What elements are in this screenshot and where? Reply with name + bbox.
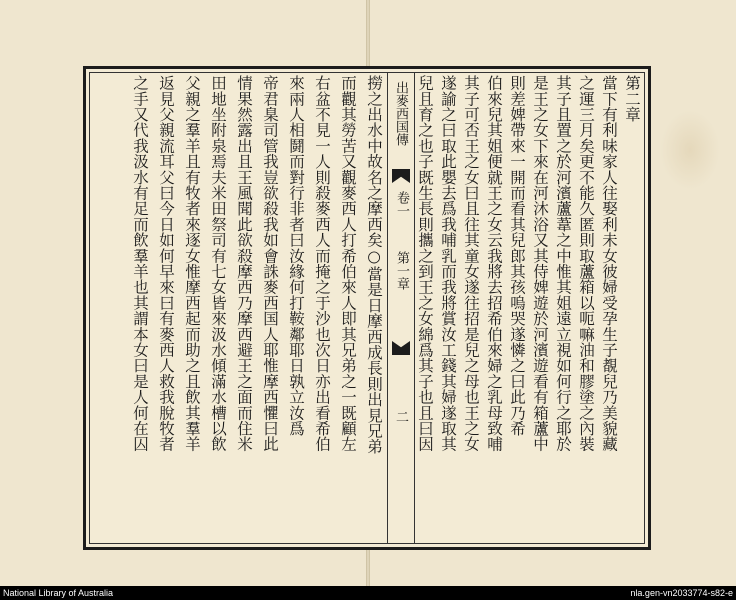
- left-column-8: 父親之羣羊且有牧者來逐女惟摩西起而助之且飲其羣羊: [183, 75, 201, 452]
- right-column-9: 遂諭之曰取此嬰去爲我哺乳而我將賞汝工錢其婦遂取其: [439, 75, 457, 452]
- right-column-5: 是王之女下來在河沐浴又其侍婢遊於河濱遊看有箱蘆中: [531, 75, 549, 452]
- left-column-6: 情果然露出且王風聞此欲殺摩西乃摩西避王之面而住米: [235, 75, 253, 452]
- left-column-3: 右盆不見一人則殺麥西人而掩之于沙也次日亦出看希伯: [313, 75, 331, 452]
- fish-tail-mark-bottom: [392, 341, 410, 355]
- right-column-6: 則差婢帶來一開而看其兒郎其孩嗚哭遂憐之曰此乃希: [508, 75, 526, 437]
- left-column-4: 來兩人相鬪而對行非者曰汝緣何打鞍鄰耶日孰立汝爲: [287, 75, 305, 437]
- paper-stain: [660, 110, 720, 190]
- right-column-2: 當下有利味家人往娶利未女彼婦受孕生子覩兒乃美貌藏: [600, 75, 618, 452]
- fold-column: [387, 73, 415, 543]
- left-column-5: 帝君臬司管我豈欲殺我如會誅麥西国人耶惟摩西懼曰此: [261, 75, 279, 452]
- left-column-10: 之手又代我汲水有足而飲羣羊也其謂本女曰是人何在囚: [131, 75, 149, 452]
- right-column-8: 其子可否王之女曰且往其童女遂往招是兒之母也王之女: [462, 75, 480, 452]
- left-column-9: 返見父親流耳父曰今日如何早來曰有麥西人救我脫牧者: [157, 75, 175, 452]
- footer-library-name: National Library of Australia: [3, 588, 114, 598]
- fish-tail-mark-top: [392, 169, 410, 183]
- fold-title: 出麥西国傳: [393, 81, 408, 146]
- left-column-2: 而觀其勞苦又觀麥西人打希伯來人即其兄弟之一既顧左: [339, 75, 357, 452]
- text-frame: [83, 66, 651, 550]
- left-column-7: 田地坐附泉焉夫米田祭司有七女皆來汲水傾滿水槽以飲: [209, 75, 227, 452]
- right-column-3: 之運三月矣更不能久匿則取蘆箱以呃嘛油和膠塗之內裝: [577, 75, 595, 452]
- fold-volume: 卷一: [394, 191, 409, 217]
- fold-page-number: 二: [393, 410, 408, 423]
- footer-identifier: nla.gen-vn2033774-s82-e: [630, 588, 733, 598]
- fold-chapter: 第一章: [394, 251, 409, 290]
- text-frame-inner: [89, 72, 645, 544]
- left-column-1: 撈之出水中故名之摩西矣○當是日摩西成長則出見兄弟: [365, 75, 383, 455]
- right-column-10: 兒且育之也子既生長則攜之到王之女綿爲其子也且曰因: [416, 75, 434, 452]
- footer-bar: [0, 586, 736, 600]
- right-column-4: 其子且置之於河濱蘆葦之中惟其姐遠立視如何行之耶於: [554, 75, 572, 452]
- right-column-7: 伯來兒其姐便就王之女云我將去招希伯來婦之乳母致哺: [485, 75, 503, 452]
- right-column-1: 第二章: [623, 75, 641, 123]
